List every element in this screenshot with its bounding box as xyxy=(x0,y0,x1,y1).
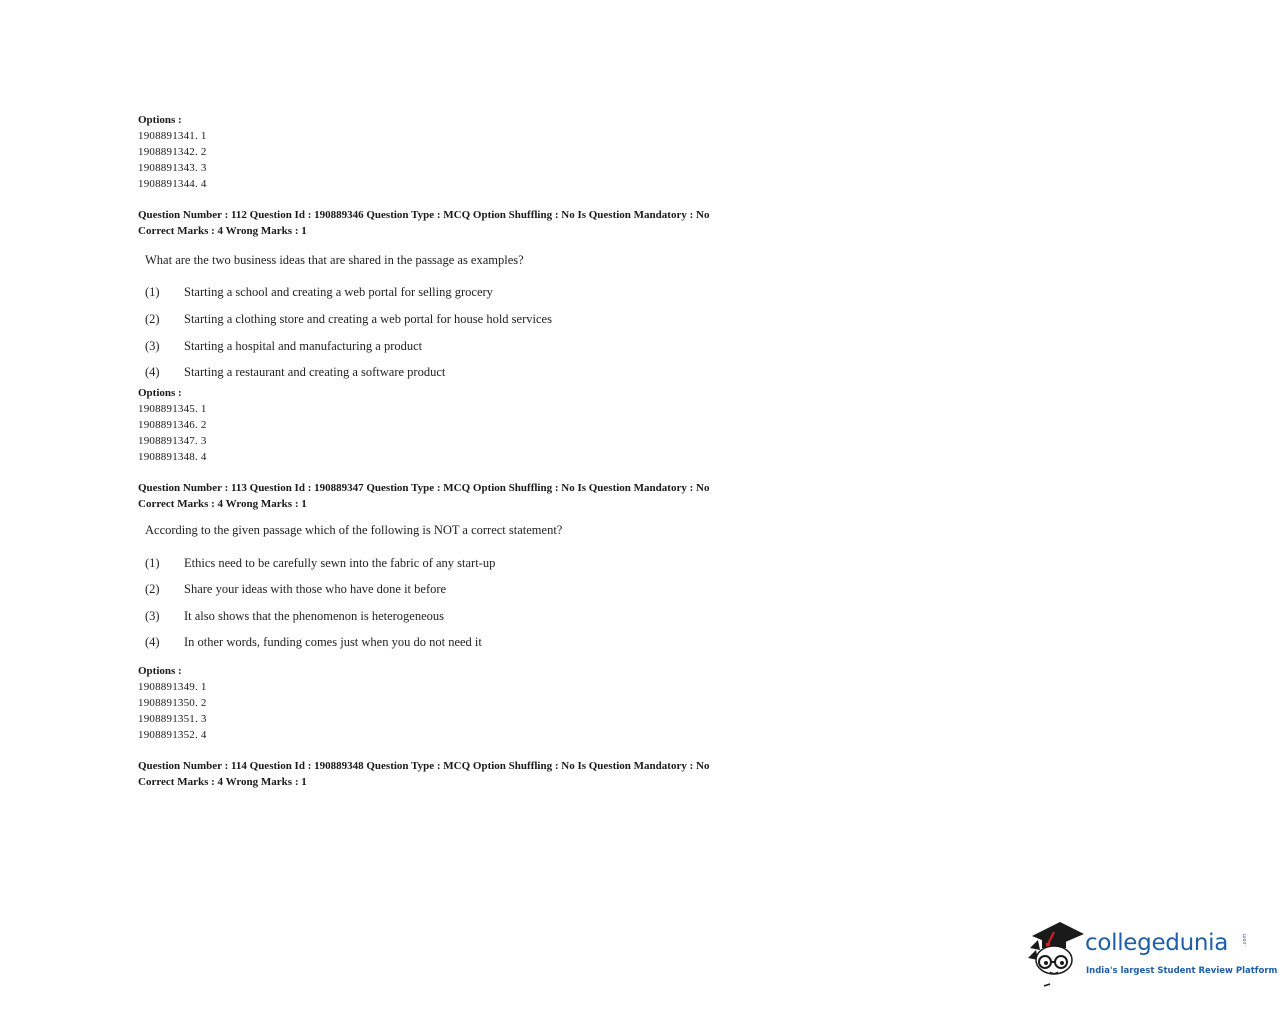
option-id: 1908891341. 1 xyxy=(138,130,207,142)
option-id: 1908891348. 4 xyxy=(138,451,207,463)
choice-112-3 xyxy=(145,339,422,354)
choice-text: Starting a clothing store and creating a web portal for house hold services xyxy=(184,312,552,326)
choice-text: Starting a school and creating a web portal for selling grocery xyxy=(184,285,493,299)
question-meta: Question Number : 113 Question Id : 190889347 Question Type : MCQ Option Shuffling : No Is Question Mandatory : No xyxy=(138,482,710,494)
question-text-113: According to the given passage which of the following is NOT a correct statement? xyxy=(145,523,563,537)
choice-113-1 xyxy=(145,556,495,571)
choice-text: Ethics need to be carefully sewn into the fabric of any start-up xyxy=(184,556,496,570)
choice-number: (4) xyxy=(145,635,160,649)
brand-domain-suffix: .com xyxy=(1242,933,1248,946)
option-id: 1908891351. 3 xyxy=(138,713,207,725)
option-id: 1908891347. 3 xyxy=(138,435,207,447)
options-label: Options : xyxy=(138,665,182,677)
option-id: 1908891342. 2 xyxy=(138,146,207,158)
marks-meta: Correct Marks : 4 Wrong Marks : 1 xyxy=(138,225,307,237)
choice-112-2 xyxy=(145,312,552,327)
choice-text: Share your ideas with those who have done it before xyxy=(184,582,447,596)
option-id: 1908891344. 4 xyxy=(138,178,207,190)
choice-text: In other words, funding comes just when you do not need it xyxy=(184,635,482,649)
option-id: 1908891343. 3 xyxy=(138,162,207,174)
choice-number: (4) xyxy=(145,365,160,379)
options-label: Options : xyxy=(138,387,182,399)
choice-number: (2) xyxy=(145,312,160,326)
choice-113-3 xyxy=(145,609,444,624)
question-header-113 xyxy=(138,480,709,512)
question-header-114 xyxy=(138,758,709,790)
choice-112-1 xyxy=(145,285,493,300)
question-text-112: What are the two business ideas that are shared in the passage as examples? xyxy=(145,253,524,267)
student-mascot-icon xyxy=(1026,918,1086,990)
marks-meta: Correct Marks : 4 Wrong Marks : 1 xyxy=(138,776,307,788)
choice-text: Starting a restaurant and creating a software product xyxy=(184,365,446,379)
options-block-112 xyxy=(138,385,207,465)
marks-meta: Correct Marks : 4 Wrong Marks : 1 xyxy=(138,498,307,510)
choice-number: (1) xyxy=(145,556,160,570)
option-id: 1908891345. 1 xyxy=(138,403,207,415)
brand-tagline: India's largest Student Review Platform xyxy=(1086,966,1278,976)
option-id: 1908891350. 2 xyxy=(138,697,207,709)
options-block-111 xyxy=(138,112,207,192)
choice-text: It also shows that the phenomenon is heterogeneous xyxy=(184,609,445,623)
choice-113-4 xyxy=(145,635,482,650)
choice-112-4 xyxy=(145,365,445,380)
options-block-113 xyxy=(138,663,207,743)
choice-number: (2) xyxy=(145,582,160,596)
option-id: 1908891346. 2 xyxy=(138,419,207,431)
options-label: Options : xyxy=(138,114,182,126)
collegedunia-logo[interactable] xyxy=(1026,918,1278,990)
option-id: 1908891352. 4 xyxy=(138,729,207,741)
choice-text: Starting a hospital and manufacturing a product xyxy=(184,339,423,353)
choice-number: (1) xyxy=(145,285,160,299)
choice-113-2 xyxy=(145,582,446,597)
choice-number: (3) xyxy=(145,609,160,623)
question-header-112 xyxy=(138,207,709,239)
brand-name: collegedunia xyxy=(1085,930,1229,956)
option-id: 1908891349. 1 xyxy=(138,681,207,693)
choice-number: (3) xyxy=(145,339,160,353)
question-meta: Question Number : 112 Question Id : 190889346 Question Type : MCQ Option Shuffling : No Is Question Mandatory : No xyxy=(138,209,710,221)
question-meta: Question Number : 114 Question Id : 190889348 Question Type : MCQ Option Shuffling : No Is Question Mandatory : No xyxy=(138,760,710,772)
